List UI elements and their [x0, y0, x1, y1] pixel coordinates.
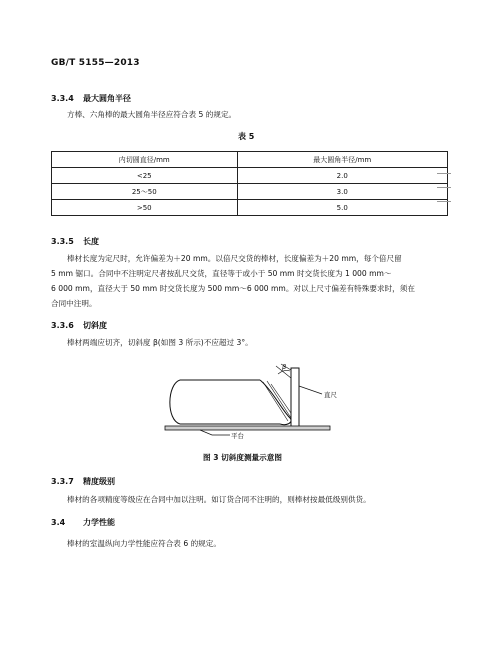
section-3-3-6-heading: [51, 320, 107, 331]
section-3-3-5-heading: [51, 236, 99, 247]
section-number: 3.4: [51, 518, 66, 527]
section-3-3-4-heading: [51, 93, 131, 104]
section-3-3-5-line: 棒材长度为定尺时，允许偏差为＋20 mm。以倍尺交货的棒材，长度偏差为＋20 mm，每个倍尺留: [67, 254, 402, 263]
section-number: 3.3.4: [51, 94, 74, 103]
table-cell: 2.0: [237, 168, 448, 184]
scan-mark: [437, 201, 451, 202]
platform: [165, 426, 330, 435]
section-3-3-5-line: 6 000 mm，直径大于 50 mm 时交货长度为 500 mm～6 000 mm。对以上尺寸偏差有特殊要求时，须在: [51, 284, 415, 293]
section-3-3-4-text: 方棒、六角棒的最大圆角半径应符合表 5 的规定。: [67, 110, 237, 119]
section-3-3-7-heading: [51, 476, 115, 487]
table-5-caption: 表 5: [238, 132, 255, 141]
section-3-4-heading: [51, 517, 115, 528]
ruler: [291, 368, 322, 428]
section-3-3-5-line: 合同中注明。: [51, 299, 97, 308]
column-header-radius: 最大圆角半径/mm: [237, 152, 448, 168]
section-title: 力学性能: [83, 518, 115, 527]
section-title: 最大圆角半径: [83, 94, 131, 103]
table-cell: 25～50: [52, 184, 238, 200]
scan-mark: [437, 187, 451, 188]
table-row: [52, 184, 448, 200]
table-cell: >50: [52, 200, 238, 216]
table-row: [52, 168, 448, 184]
section-3-4-text: 棒材的室温纵向力学性能应符合表 6 的规定。: [67, 539, 221, 548]
ruler-label: 直尺: [324, 391, 337, 399]
table-cell: 5.0: [237, 200, 448, 216]
table-cell: 3.0: [237, 184, 448, 200]
beta-label: β: [282, 363, 287, 371]
section-number: 3.3.6: [51, 321, 74, 330]
bar-body: [170, 380, 280, 424]
platform-label: 平台: [231, 432, 244, 440]
table-row: [52, 200, 448, 216]
section-title: 切斜度: [83, 321, 107, 330]
table-5: [51, 151, 448, 216]
scan-mark: [437, 173, 451, 174]
figure-3-caption: 图 3 切斜度测量示意图: [203, 453, 282, 462]
table-cell: <25: [52, 168, 238, 184]
column-header-diameter: 内切圆直径/mm: [52, 152, 238, 168]
bar-cut-end: [260, 380, 293, 425]
section-3-3-5-line: 5 mm 锯口。合同中不注明定尺者按乱尺交货，直径等于或小于 50 mm 时交货长度为 1 000 mm～: [51, 269, 392, 278]
standard-header: GB/T 5155—2013: [51, 58, 140, 68]
table-header-row: [52, 152, 448, 168]
section-3-3-7-text: 棒材的各项精度等级应在合同中加以注明。如订货合同不注明的，则棒材按最低级别供货。: [67, 495, 371, 504]
section-number: 3.3.5: [51, 237, 74, 246]
section-title: 长度: [83, 237, 99, 246]
section-number: 3.3.7: [51, 477, 74, 486]
figure-3-diagram: [160, 360, 350, 440]
section-title: 精度级别: [83, 477, 115, 486]
section-3-3-6-text: 棒材两端应切齐，切斜度 β(如图 3 所示)不应超过 3°。: [67, 338, 253, 347]
